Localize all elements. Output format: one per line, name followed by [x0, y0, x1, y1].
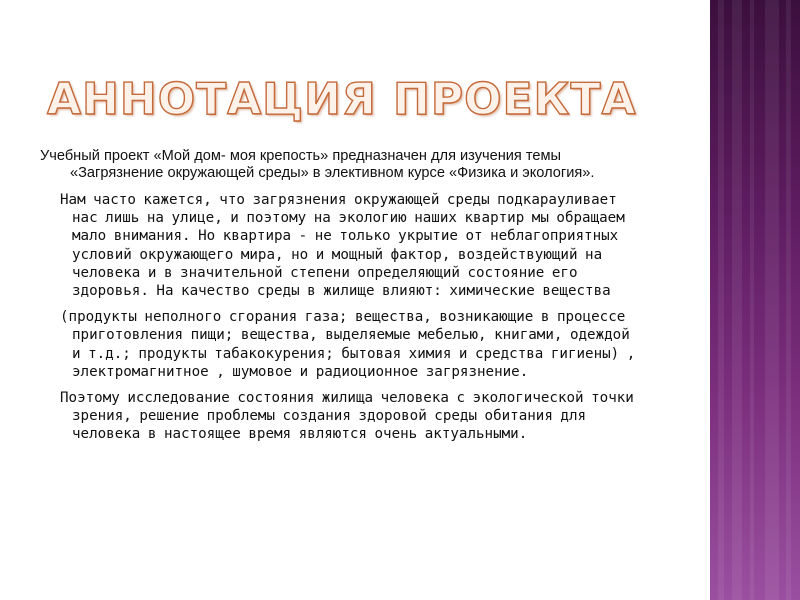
paragraph-main	[40, 191, 645, 300]
slide-body	[40, 148, 645, 452]
paragraph-text: (продукты неполного сгорания газа; вещества, возникающие в процессе приготовления пищи; вещества, выделяемые мебелью, книгами, одеждой и т.д.; продукты табакокурения; бытовая химия и средства гигиены) , электромагнитное , шумовое и радиоционное загрязнение.	[60, 309, 636, 380]
paragraph-intro	[40, 148, 645, 182]
panel-stripe	[786, 0, 791, 600]
panel-stripe	[732, 0, 742, 600]
paragraph-text: Нам часто кажется, что загрязнения окружающей среды подкарауливает нас лишь на улице, и поэтому на экологию наших квартир мы обращаем мало внимания. Но квартира - не только укрытие от неблагоприятных условий окружающего мира, но и мощный фактор, воздействующий на человека и в значительной степени определяющий состояние его здоровья. На качество среды в жилище влияют: химические вещества	[60, 192, 625, 300]
panel-stripe	[718, 0, 724, 600]
paragraph-list	[40, 308, 645, 381]
slide-title: АННОТАЦИЯ ПРОЕКТА	[47, 74, 637, 125]
paragraph-conclusion	[40, 389, 645, 444]
decorative-side-panel	[710, 0, 800, 600]
panel-stripe	[750, 0, 754, 600]
panel-stripe	[765, 0, 779, 600]
paragraph-text: Поэтому исследование состояния жилища человека с экологической точки зрения, решение проблемы создания здоровой среды обитания для человека в настоящее время являются очень актуальными.	[60, 390, 634, 443]
paragraph-text: Учебный проект «Мой дом- моя крепость» предназначен для изучения темы «Загрязнение окружающей среды» в элективном курсе «Физика и экология».	[40, 148, 595, 181]
